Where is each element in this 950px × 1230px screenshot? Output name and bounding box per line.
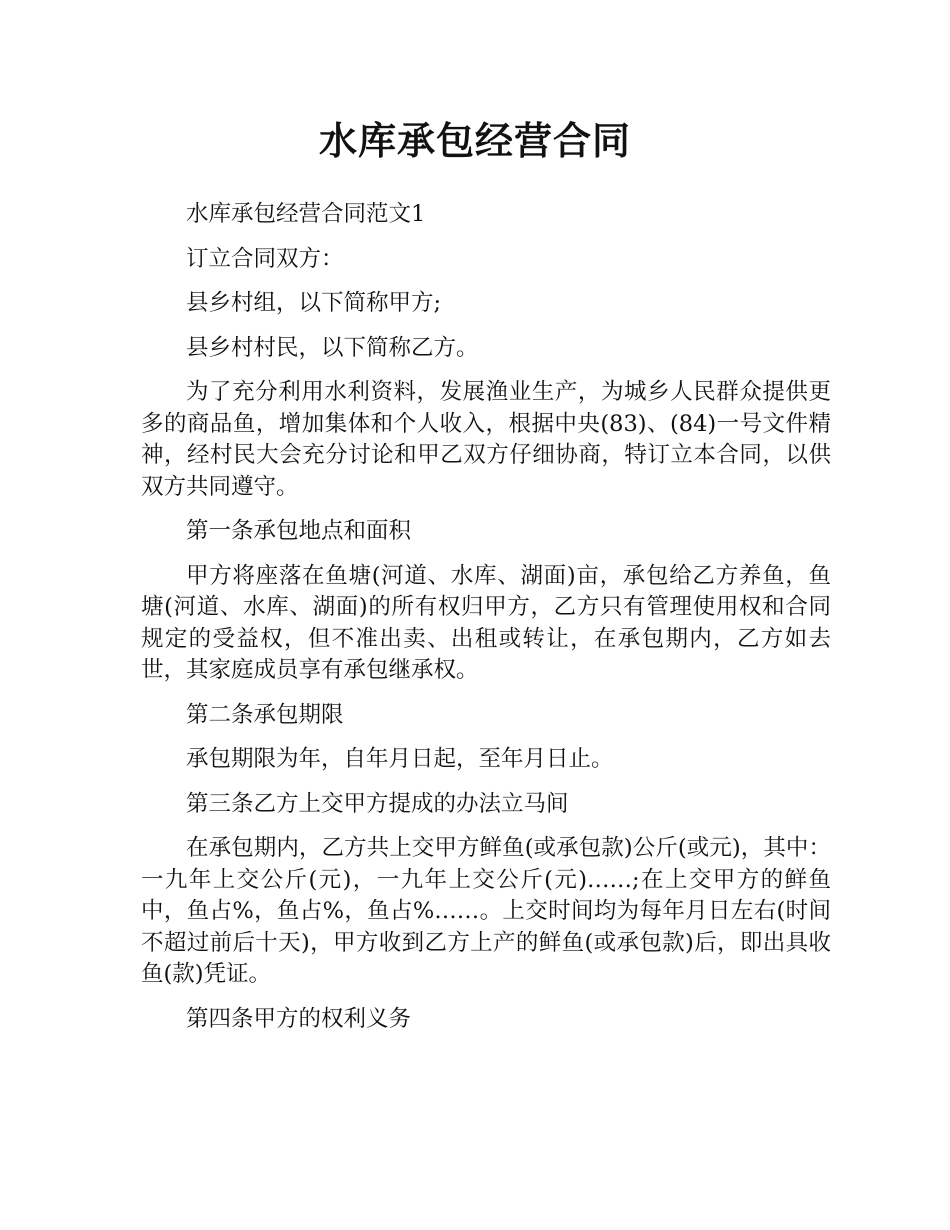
paragraph-preamble: 为了充分利用水利资料，发展渔业生产，为城乡人民群众提供更多的商品鱼，增加集体和个人收入，根据中央(83)、(84)一号文件精神，经村民大会充分讨论和甲乙双方仔细协商，特订立本合同，以供双方共同遵守。 [141,379,831,500]
document-title: 水库承包经营合同 [318,119,631,163]
article-2-body: 承包期限为年，自年月日起，至年月日止。 [186,746,614,772]
article-1-body: 甲方将座落在鱼塘(河道、水库、湖面)亩，承包给乙方养鱼，鱼塘(河道、水库、湖面)的所有权归甲方，乙方只有管理使用权和合同规定的受益权，但不准出卖、出租或转让，在承包期内，乙方如去世，其家庭成员享有承包继承权。 [141,562,831,683]
article-1-heading: 第一条承包地点和面积 [186,518,412,544]
paragraph-party-b: 县乡村村民，以下简称乙方。 [186,334,479,361]
paragraph-party-a: 县乡村组，以下简称甲方; [186,290,442,316]
article-3-heading: 第三条乙方上交甲方提成的办法立马间 [186,790,569,817]
article-2-heading: 第二条承包期限 [186,701,344,728]
paragraph-parties-intro: 订立合同双方： [186,245,344,272]
article-3-body: 在承包期内，乙方共上交甲方鲜鱼(或承包款)公斤(或元)，其中：一九年上交公斤(元)，一九年上交公斤(元)……;在上交甲方的鲜鱼中，鱼占%，鱼占%，鱼占%……。上交时间均为每年月日左右(时间不超过前后十天)，甲方收到乙方上产的鲜鱼(或承包款)后，即出具收鱼(款)凭证。 [141,835,831,987]
article-4-heading: 第四条甲方的权利义务 [186,1005,412,1032]
paragraph-heading-template: 水库承包经营合同范文1 [186,201,426,227]
document-body [141,199,831,1048]
